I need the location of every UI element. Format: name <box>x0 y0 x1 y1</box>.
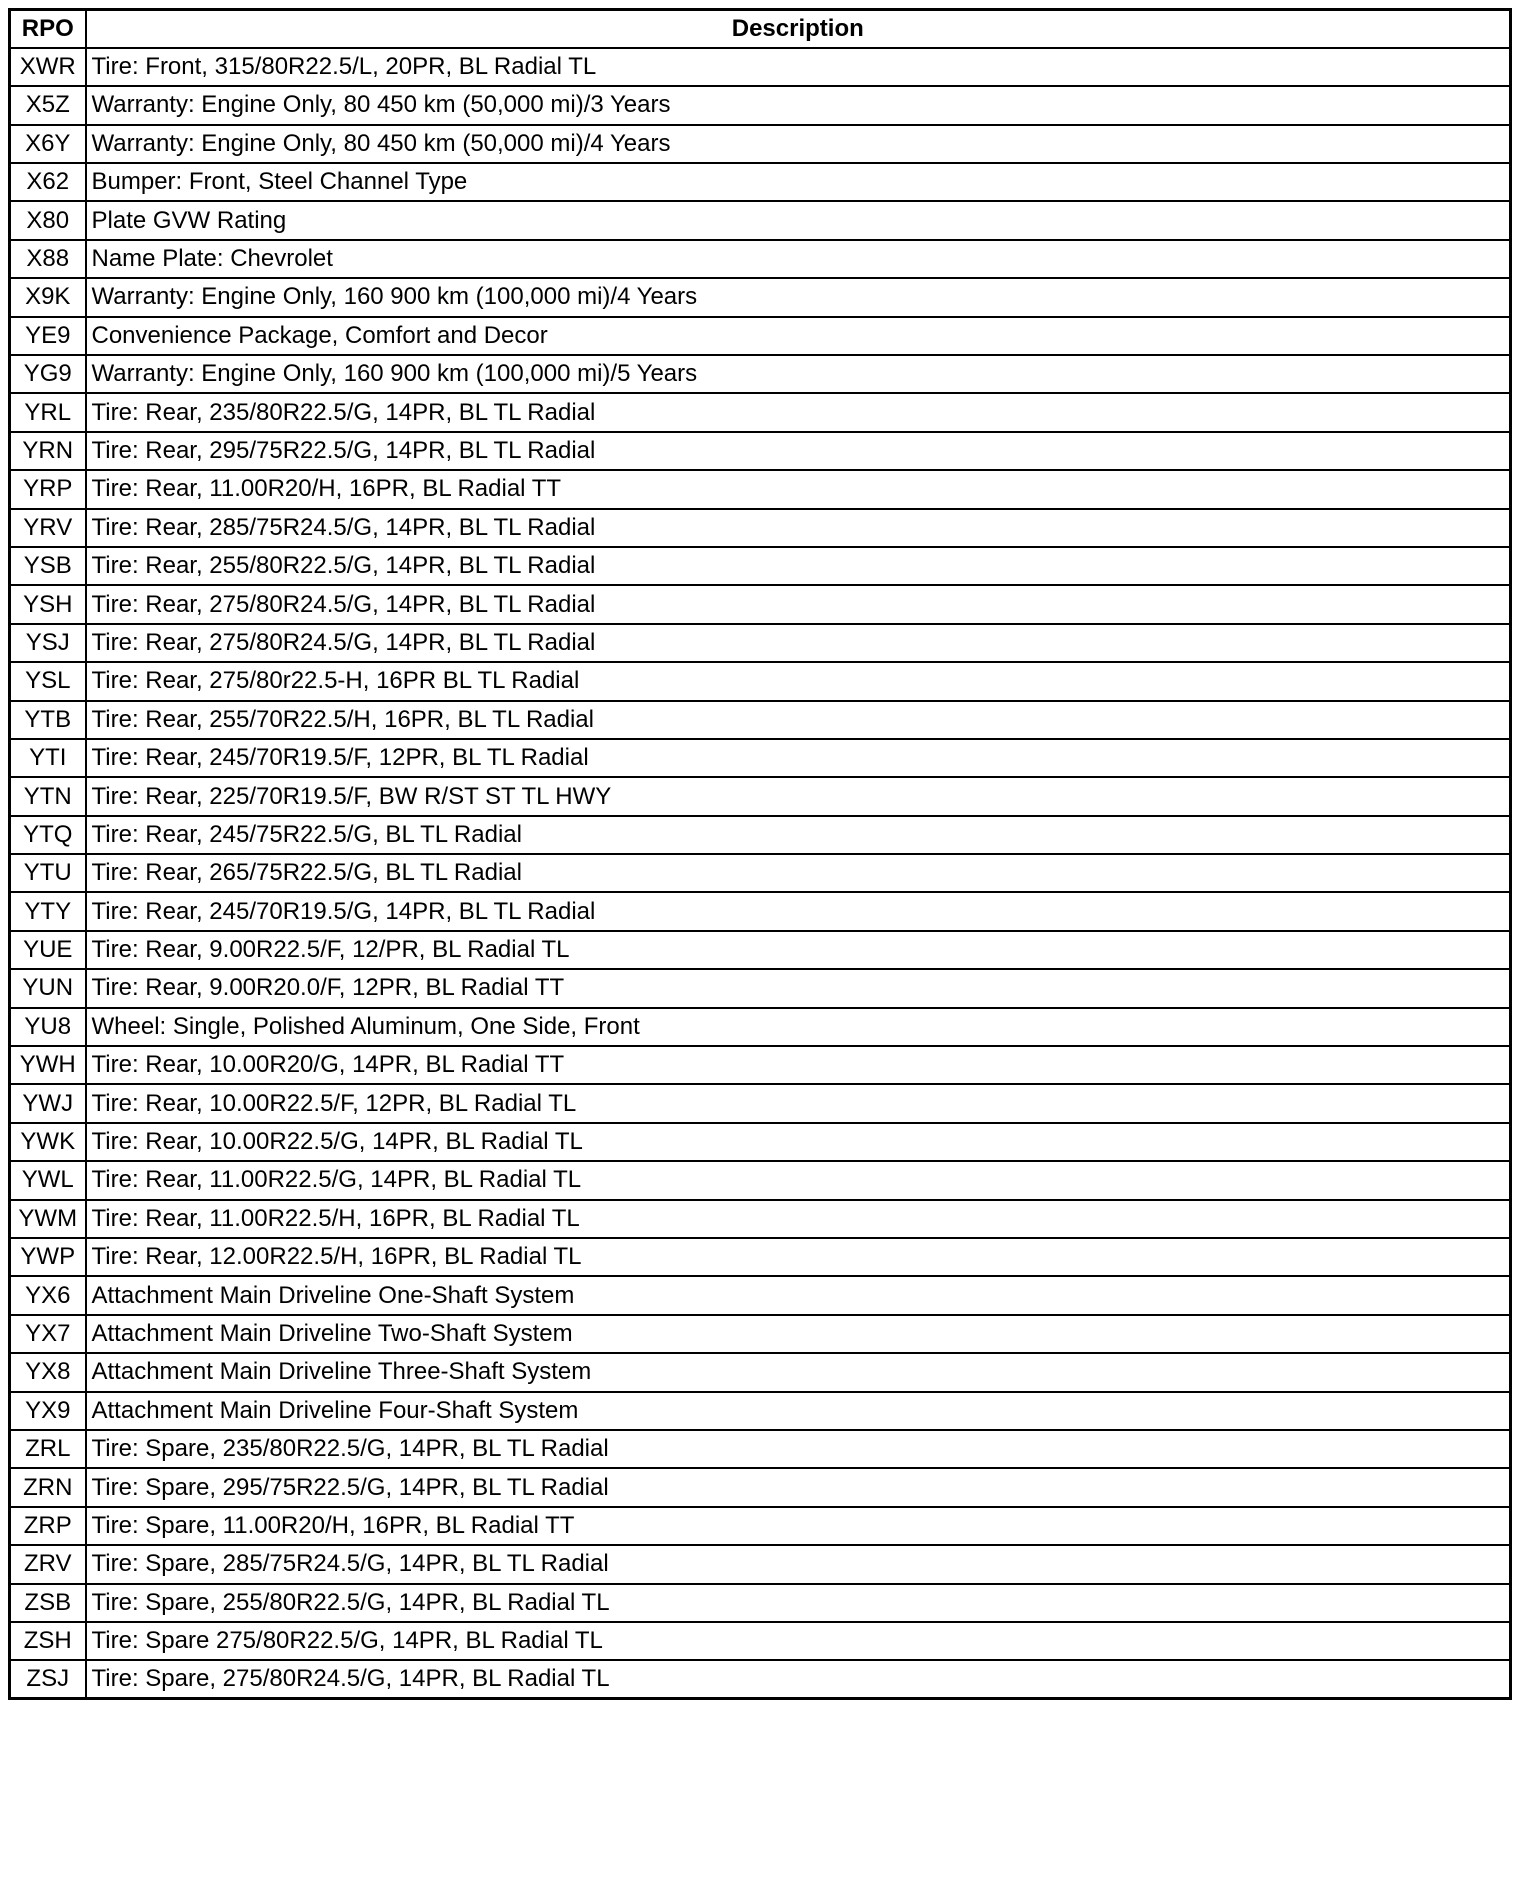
rpo-code-cell: YX6 <box>10 1276 86 1314</box>
rpo-code-cell: YTI <box>10 739 86 777</box>
rpo-code-cell: YTQ <box>10 816 86 854</box>
rpo-code-cell: YWJ <box>10 1084 86 1122</box>
rpo-code-cell: ZSH <box>10 1622 86 1660</box>
rpo-code-cell: YX9 <box>10 1392 86 1430</box>
description-cell: Warranty: Engine Only, 160 900 km (100,000 mi)/5 Years <box>86 355 1511 393</box>
description-cell: Tire: Rear, 12.00R22.5/H, 16PR, BL Radial TL <box>86 1238 1511 1276</box>
rpo-code-cell: YUE <box>10 931 86 969</box>
description-cell: Tire: Front, 315/80R22.5/L, 20PR, BL Radial TL <box>86 48 1511 86</box>
description-cell: Attachment Main Driveline Three-Shaft System <box>86 1353 1511 1391</box>
table-header-row <box>10 10 1511 48</box>
description-cell: Plate GVW Rating <box>86 201 1511 239</box>
rpo-code-cell: YWP <box>10 1238 86 1276</box>
description-cell: Tire: Rear, 245/70R19.5/G, 14PR, BL TL Radial <box>86 892 1511 930</box>
description-cell: Tire: Rear, 11.00R22.5/H, 16PR, BL Radial TL <box>86 1200 1511 1238</box>
table-row <box>10 470 1511 508</box>
description-cell: Tire: Rear, 225/70R19.5/F, BW R/ST ST TL HWY <box>86 777 1511 815</box>
rpo-code-cell: YSH <box>10 585 86 623</box>
description-cell: Name Plate: Chevrolet <box>86 240 1511 278</box>
table-row <box>10 1353 1511 1391</box>
table-row <box>10 1315 1511 1353</box>
table-row <box>10 547 1511 585</box>
rpo-table-container <box>8 8 1509 1700</box>
description-cell: Attachment Main Driveline Four-Shaft System <box>86 1392 1511 1430</box>
rpo-code-cell: YU8 <box>10 1008 86 1046</box>
table-row <box>10 240 1511 278</box>
description-cell: Tire: Rear, 255/70R22.5/H, 16PR, BL TL Radial <box>86 701 1511 739</box>
table-row <box>10 892 1511 930</box>
description-cell: Tire: Rear, 285/75R24.5/G, 14PR, BL TL Radial <box>86 509 1511 547</box>
rpo-code-table <box>8 8 1512 1700</box>
description-cell: Tire: Rear, 295/75R22.5/G, 14PR, BL TL Radial <box>86 432 1511 470</box>
column-header-rpo: RPO <box>10 10 86 48</box>
table-row <box>10 509 1511 547</box>
rpo-code-cell: X9K <box>10 278 86 316</box>
rpo-code-cell: YSJ <box>10 624 86 662</box>
table-row <box>10 125 1511 163</box>
description-cell: Attachment Main Driveline One-Shaft System <box>86 1276 1511 1314</box>
description-cell: Tire: Rear, 275/80R24.5/G, 14PR, BL TL Radial <box>86 624 1511 662</box>
description-cell: Tire: Rear, 255/80R22.5/G, 14PR, BL TL Radial <box>86 547 1511 585</box>
rpo-code-cell: ZRN <box>10 1468 86 1506</box>
table-row <box>10 1046 1511 1084</box>
table-row <box>10 163 1511 201</box>
description-cell: Warranty: Engine Only, 80 450 km (50,000 mi)/3 Years <box>86 86 1511 124</box>
description-cell: Tire: Rear, 245/70R19.5/F, 12PR, BL TL Radial <box>86 739 1511 777</box>
rpo-code-cell: YRL <box>10 393 86 431</box>
description-cell: Tire: Spare, 11.00R20/H, 16PR, BL Radial TT <box>86 1507 1511 1545</box>
description-cell: Tire: Spare, 295/75R22.5/G, 14PR, BL TL Radial <box>86 1468 1511 1506</box>
rpo-code-cell: ZRV <box>10 1545 86 1583</box>
table-body <box>10 48 1511 1699</box>
rpo-code-cell: XWR <box>10 48 86 86</box>
description-cell: Tire: Rear, 9.00R20.0/F, 12PR, BL Radial TT <box>86 969 1511 1007</box>
table-row <box>10 624 1511 662</box>
description-cell: Tire: Rear, 10.00R22.5/G, 14PR, BL Radial TL <box>86 1123 1511 1161</box>
table-row <box>10 278 1511 316</box>
description-cell: Tire: Rear, 265/75R22.5/G, BL TL Radial <box>86 854 1511 892</box>
rpo-code-cell: YWH <box>10 1046 86 1084</box>
description-cell: Tire: Spare, 275/80R24.5/G, 14PR, BL Radial TL <box>86 1660 1511 1698</box>
rpo-code-cell: YX8 <box>10 1353 86 1391</box>
rpo-code-cell: YRP <box>10 470 86 508</box>
table-row <box>10 739 1511 777</box>
table-row <box>10 1161 1511 1199</box>
column-header-description: Description <box>86 10 1511 48</box>
table-row <box>10 1584 1511 1622</box>
description-cell: Bumper: Front, Steel Channel Type <box>86 163 1511 201</box>
rpo-code-cell: X80 <box>10 201 86 239</box>
rpo-code-cell: YTU <box>10 854 86 892</box>
table-row <box>10 1123 1511 1161</box>
rpo-code-cell: YUN <box>10 969 86 1007</box>
rpo-code-cell: YTN <box>10 777 86 815</box>
table-row <box>10 1008 1511 1046</box>
table-row <box>10 969 1511 1007</box>
rpo-code-cell: YTY <box>10 892 86 930</box>
table-row <box>10 816 1511 854</box>
table-row <box>10 1545 1511 1583</box>
description-cell: Tire: Rear, 11.00R22.5/G, 14PR, BL Radial TL <box>86 1161 1511 1199</box>
table-row <box>10 662 1511 700</box>
description-cell: Tire: Rear, 10.00R22.5/F, 12PR, BL Radial TL <box>86 1084 1511 1122</box>
rpo-code-cell: ZRP <box>10 1507 86 1545</box>
table-row <box>10 393 1511 431</box>
rpo-code-cell: YSL <box>10 662 86 700</box>
rpo-code-cell: YWM <box>10 1200 86 1238</box>
description-cell: Tire: Spare, 285/75R24.5/G, 14PR, BL TL Radial <box>86 1545 1511 1583</box>
table-row <box>10 86 1511 124</box>
description-cell: Tire: Rear, 11.00R20/H, 16PR, BL Radial TT <box>86 470 1511 508</box>
table-row <box>10 48 1511 86</box>
rpo-code-cell: YSB <box>10 547 86 585</box>
description-cell: Warranty: Engine Only, 160 900 km (100,000 mi)/4 Years <box>86 278 1511 316</box>
table-row <box>10 317 1511 355</box>
description-cell: Tire: Rear, 10.00R20/G, 14PR, BL Radial TT <box>86 1046 1511 1084</box>
rpo-code-cell: X6Y <box>10 125 86 163</box>
table-row <box>10 1622 1511 1660</box>
table-row <box>10 432 1511 470</box>
description-cell: Tire: Rear, 9.00R22.5/F, 12/PR, BL Radial TL <box>86 931 1511 969</box>
rpo-code-cell: ZSJ <box>10 1660 86 1698</box>
table-row <box>10 1430 1511 1468</box>
description-cell: Warranty: Engine Only, 80 450 km (50,000 mi)/4 Years <box>86 125 1511 163</box>
description-cell: Wheel: Single, Polished Aluminum, One Side, Front <box>86 1008 1511 1046</box>
rpo-code-cell: X5Z <box>10 86 86 124</box>
description-cell: Tire: Rear, 245/75R22.5/G, BL TL Radial <box>86 816 1511 854</box>
table-row <box>10 701 1511 739</box>
table-row <box>10 1468 1511 1506</box>
description-cell: Tire: Spare, 235/80R22.5/G, 14PR, BL TL Radial <box>86 1430 1511 1468</box>
rpo-code-cell: X88 <box>10 240 86 278</box>
table-row <box>10 1660 1511 1698</box>
rpo-code-cell: YE9 <box>10 317 86 355</box>
rpo-code-cell: YWL <box>10 1161 86 1199</box>
table-row <box>10 355 1511 393</box>
rpo-code-cell: YWK <box>10 1123 86 1161</box>
table-row <box>10 1238 1511 1276</box>
description-cell: Attachment Main Driveline Two-Shaft System <box>86 1315 1511 1353</box>
table-row <box>10 777 1511 815</box>
description-cell: Convenience Package, Comfort and Decor <box>86 317 1511 355</box>
table-row <box>10 1507 1511 1545</box>
description-cell: Tire: Rear, 275/80R24.5/G, 14PR, BL TL Radial <box>86 585 1511 623</box>
table-row <box>10 854 1511 892</box>
rpo-code-cell: YX7 <box>10 1315 86 1353</box>
rpo-code-cell: YTB <box>10 701 86 739</box>
table-row <box>10 1276 1511 1314</box>
rpo-code-cell: ZSB <box>10 1584 86 1622</box>
description-cell: Tire: Rear, 275/80r22.5-H, 16PR BL TL Radial <box>86 662 1511 700</box>
table-row <box>10 931 1511 969</box>
table-row <box>10 1392 1511 1430</box>
rpo-code-cell: YRN <box>10 432 86 470</box>
description-cell: Tire: Rear, 235/80R22.5/G, 14PR, BL TL Radial <box>86 393 1511 431</box>
rpo-code-cell: X62 <box>10 163 86 201</box>
rpo-code-cell: ZRL <box>10 1430 86 1468</box>
rpo-code-cell: YRV <box>10 509 86 547</box>
rpo-code-cell: YG9 <box>10 355 86 393</box>
table-row <box>10 1200 1511 1238</box>
table-row <box>10 585 1511 623</box>
table-row <box>10 201 1511 239</box>
description-cell: Tire: Spare, 255/80R22.5/G, 14PR, BL Radial TL <box>86 1584 1511 1622</box>
description-cell: Tire: Spare 275/80R22.5/G, 14PR, BL Radial TL <box>86 1622 1511 1660</box>
table-row <box>10 1084 1511 1122</box>
